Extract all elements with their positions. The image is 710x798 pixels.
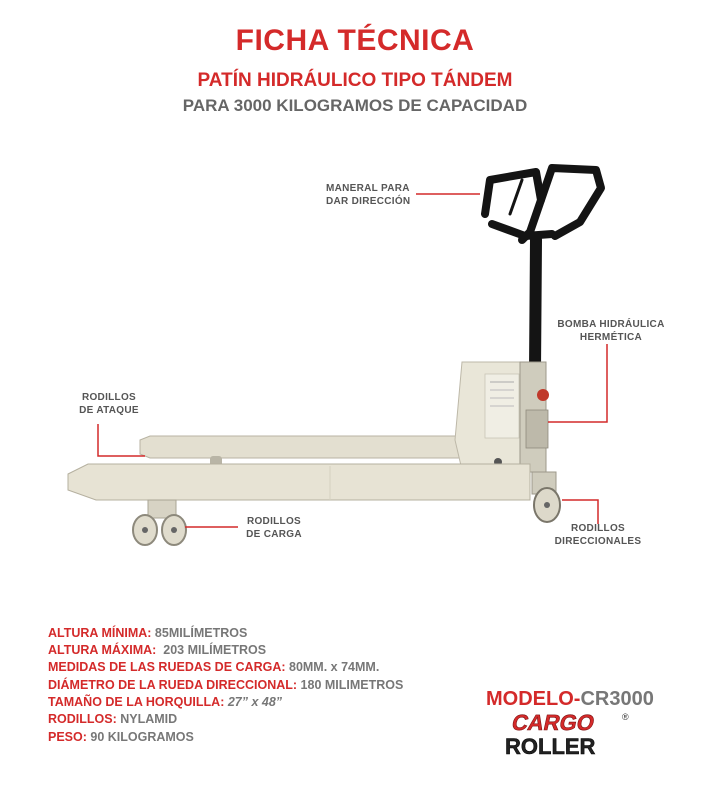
spec-label: DIÁMETRO DE LA RUEDA DIRECCIONAL: xyxy=(48,678,298,692)
spec-value: 85MILÍMETROS xyxy=(151,626,248,640)
load-wheels xyxy=(133,500,186,545)
spec-value: 180 MILIMETROS xyxy=(297,678,404,692)
callout-bomba-line2: HERMÉTICA xyxy=(579,332,643,343)
logo-roller: ROLLER xyxy=(505,734,596,758)
spec-value: 203 MILÍMETROS xyxy=(156,643,267,657)
callout-ataque-line1: RODILLOS xyxy=(81,392,137,403)
spec-tamano-horquilla xyxy=(48,694,282,711)
callout-direccionales-line2: DIRECCIONALES xyxy=(554,536,642,547)
spec-value: 90 KILOGRAMOS xyxy=(86,730,194,744)
spec-peso xyxy=(48,729,194,746)
spec-medidas-ruedas xyxy=(48,659,379,676)
jack-body xyxy=(455,362,528,470)
back-fork xyxy=(140,436,470,458)
steering-wheels xyxy=(532,472,560,522)
callout-maneral xyxy=(326,182,410,208)
logo-cargo: CARGO xyxy=(509,710,597,735)
model-prefix: MODELO- xyxy=(486,688,581,710)
spec-value: 80MM. x 74MM. xyxy=(285,660,380,674)
capacity-subtitle: PARA 3000 KILOGRAMOS DE CAPACIDAD xyxy=(182,96,528,115)
spec-label: PESO: xyxy=(48,730,87,744)
callout-direccionales-line1: RODILLOS xyxy=(570,523,626,534)
spec-altura-maxima xyxy=(48,642,266,659)
callout-direccionales xyxy=(548,522,648,548)
callout-maneral-line1: MANERAL PARA xyxy=(326,183,410,194)
page-title: FICHA TÉCNICA xyxy=(235,24,475,57)
callout-bomba-line1: BOMBA HIDRÁULICA xyxy=(557,319,665,330)
logo-registered: ® xyxy=(622,712,629,722)
spec-label: TAMAÑO DE LA HORQUILLA: xyxy=(48,695,225,709)
spec-label: ALTURA MÁXIMA: xyxy=(48,643,157,657)
callout-ataque xyxy=(74,391,144,417)
spec-value: NYLAMID xyxy=(116,712,178,726)
front-fork xyxy=(68,464,530,500)
spec-label: RODILLOS: xyxy=(48,712,117,726)
spec-diametro-rueda xyxy=(48,677,403,694)
spec-altura-minima xyxy=(48,625,247,642)
hydraulic-pump xyxy=(520,362,549,472)
cargo-roller-logo xyxy=(505,710,635,758)
callout-carga-line1: RODILLOS xyxy=(246,516,302,527)
model-code: CR3000 xyxy=(580,688,654,710)
spec-label: MEDIDAS DE LAS RUEDAS DE CARGA: xyxy=(48,660,286,674)
callout-carga xyxy=(242,515,306,541)
product-subtitle: PATÍN HIDRÁULICO TIPO TÁNDEM xyxy=(197,70,513,91)
callout-ataque-line2: DE ATAQUE xyxy=(79,405,139,416)
model-label xyxy=(486,688,654,711)
spec-label: ALTURA MÍNIMA: xyxy=(48,626,152,640)
callout-maneral-line2: DAR DIRECCIÓN xyxy=(326,196,411,207)
spec-rodillos xyxy=(48,711,177,728)
callout-carga-line2: DE CARGA xyxy=(246,529,302,540)
spec-value: 27” x 48” xyxy=(224,695,283,709)
callout-bomba xyxy=(556,318,666,344)
